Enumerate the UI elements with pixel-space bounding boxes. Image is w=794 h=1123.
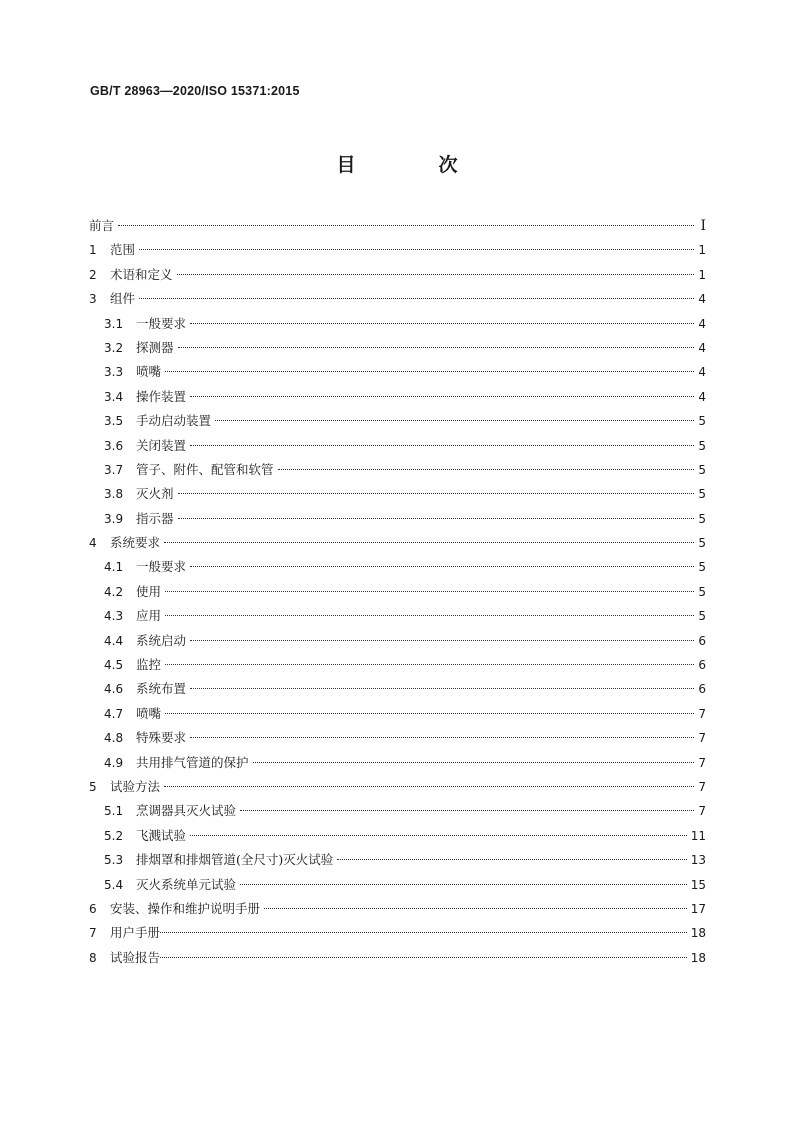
toc-entry[interactable] xyxy=(89,409,706,433)
toc-entry-label: 飞溅试验 xyxy=(136,827,187,843)
toc-entry-page-number: 6 xyxy=(698,658,706,673)
toc-entry[interactable] xyxy=(89,580,706,604)
toc-dot-leader xyxy=(178,347,694,348)
toc-dot-leader xyxy=(264,908,687,909)
toc-entry-number: 4.1 xyxy=(104,560,124,575)
toc-entry-number: 4.7 xyxy=(104,706,124,721)
toc-entry-page-number: 7 xyxy=(698,706,706,721)
toc-entry-page-number: 5 xyxy=(698,414,706,429)
toc-entry[interactable] xyxy=(89,775,706,799)
toc-entry-page-number: I xyxy=(700,218,706,234)
toc-entry[interactable] xyxy=(89,263,706,287)
toc-entry-label: 管子、附件、配管和软管 xyxy=(136,461,274,477)
toc-entry-label: 喷嘴 xyxy=(136,364,162,380)
toc-entry[interactable] xyxy=(89,336,706,360)
toc-dot-leader xyxy=(178,493,694,494)
toc-entry-label: 排烟罩和排烟管道(全尺寸)灭火试验 xyxy=(136,852,334,868)
toc-entry-page-number: 5 xyxy=(698,487,706,502)
toc-entry-page-number: 7 xyxy=(698,804,706,819)
toc-entry-label: 术语和定义 xyxy=(110,266,173,282)
toc-dot-leader xyxy=(165,664,694,665)
toc-entry-number: 5.2 xyxy=(104,828,124,843)
toc-entry[interactable] xyxy=(89,458,706,482)
toc-dot-leader xyxy=(240,884,687,885)
toc-entry-label: 灭火剂 xyxy=(136,486,174,502)
toc-entry[interactable] xyxy=(89,946,706,970)
toc-entry-number: 6 xyxy=(89,901,97,916)
toc-entry-number: 3.7 xyxy=(104,462,124,477)
toc-entry-label: 系统布置 xyxy=(136,681,187,697)
toc-entry-page-number: 7 xyxy=(698,731,706,746)
toc-entry-number: 3.5 xyxy=(104,414,124,429)
toc-entry[interactable] xyxy=(89,385,706,409)
toc-entry[interactable] xyxy=(89,629,706,653)
toc-entry-page-number: 7 xyxy=(698,755,706,770)
toc-entry-page-number: 5 xyxy=(698,462,706,477)
toc-dot-leader xyxy=(278,469,694,470)
toc-entry-page-number: 17 xyxy=(690,901,706,916)
toc-entry-number: 4.8 xyxy=(104,731,124,746)
toc-entry[interactable] xyxy=(89,897,706,921)
toc-entry-number: 4.4 xyxy=(104,633,124,648)
toc-entry-number: 3.6 xyxy=(104,438,124,453)
toc-entry-label: 一般要求 xyxy=(136,315,187,331)
toc-entry[interactable] xyxy=(89,482,706,506)
toc-entry-label: 前言 xyxy=(89,218,115,233)
toc-entry[interactable] xyxy=(89,702,706,726)
toc-entry-number: 3.9 xyxy=(104,511,124,526)
toc-dot-leader xyxy=(215,420,694,421)
toc-entry-number: 3.2 xyxy=(104,340,124,355)
toc-dot-leader xyxy=(165,591,694,592)
toc-entry-page-number: 5 xyxy=(698,560,706,575)
toc-entry-label: 用户手册 xyxy=(110,925,161,941)
toc-entry[interactable] xyxy=(89,360,706,384)
toc-dot-leader xyxy=(337,859,686,860)
toc-entry-label: 系统要求 xyxy=(110,535,161,551)
toc-dot-leader xyxy=(190,737,694,738)
toc-entry-page-number: 6 xyxy=(698,633,706,648)
page-title: 目 次 xyxy=(336,154,490,176)
toc-entry-number: 3.1 xyxy=(104,316,124,331)
toc-dot-leader xyxy=(139,249,694,250)
toc-entry[interactable] xyxy=(89,507,706,531)
toc-entry-page-number: 4 xyxy=(698,365,706,380)
toc-entry-number: 7 xyxy=(89,926,97,941)
toc-entry-label: 共用排气管道的保护 xyxy=(136,754,249,770)
toc-entry-label: 关闭装置 xyxy=(136,437,187,453)
toc-entry-number: 4.9 xyxy=(104,755,124,770)
toc-dot-leader xyxy=(164,786,694,787)
toc-entry-number: 5.1 xyxy=(104,804,124,819)
toc-dot-leader xyxy=(190,445,694,446)
toc-entry-label: 探测器 xyxy=(136,339,174,355)
toc-entry-label: 灭火系统单元试验 xyxy=(136,876,237,892)
toc-entry-page-number: 5 xyxy=(698,609,706,624)
toc-dot-leader xyxy=(118,225,694,226)
toc-entry[interactable] xyxy=(89,824,706,848)
toc-dot-leader xyxy=(165,615,694,616)
toc-dot-leader xyxy=(190,396,694,397)
toc-entry-number: 4.2 xyxy=(104,584,124,599)
toc-dot-leader xyxy=(160,957,687,958)
toc-entry-page-number: 4 xyxy=(698,340,706,355)
toc-entry-label: 特殊要求 xyxy=(136,730,187,746)
toc-entry[interactable] xyxy=(89,214,706,238)
toc-entry-page-number: 1 xyxy=(698,243,706,258)
toc-entry-number: 3 xyxy=(89,292,97,307)
toc-entry-label: 监控 xyxy=(136,657,162,673)
toc-entry-number: 4.3 xyxy=(104,609,124,624)
toc-entry-number: 8 xyxy=(89,950,97,965)
toc-entry-number: 5.3 xyxy=(104,853,124,868)
toc-dot-leader xyxy=(240,810,694,811)
toc-entry-label: 组件 xyxy=(110,291,136,307)
toc-entry-label: 喷嘴 xyxy=(136,705,162,721)
toc-dot-leader xyxy=(160,932,687,933)
toc-dot-leader xyxy=(178,518,694,519)
toc-entry[interactable] xyxy=(89,726,706,750)
toc-entry-number: 2 xyxy=(89,267,97,282)
toc-entry-page-number: 4 xyxy=(698,389,706,404)
toc-entry[interactable] xyxy=(89,751,706,775)
toc-dot-leader xyxy=(165,371,694,372)
toc-entry-label: 手动启动装置 xyxy=(136,413,212,429)
toc-entry-page-number: 6 xyxy=(698,682,706,697)
toc-dot-leader xyxy=(190,566,694,567)
toc-entry-page-number: 5 xyxy=(698,511,706,526)
toc-entry-label: 试验报告 xyxy=(110,949,161,965)
standard-number: GB/T 28963—2020/ISO 15371:2015 xyxy=(90,84,300,98)
toc-entry-page-number: 15 xyxy=(690,877,706,892)
toc-entry-number: 5.4 xyxy=(104,877,124,892)
toc-entry[interactable] xyxy=(89,653,706,677)
toc-dot-leader xyxy=(164,542,694,543)
toc-entry-page-number: 4 xyxy=(698,292,706,307)
toc-entry-number: 4 xyxy=(89,536,97,551)
toc-entry-number: 1 xyxy=(89,243,97,258)
toc-entry[interactable] xyxy=(89,555,706,579)
toc-entry-label: 系统启动 xyxy=(136,632,187,648)
toc-entry-label: 烹调器具灭火试验 xyxy=(136,803,237,819)
toc-entry[interactable] xyxy=(89,531,706,555)
toc-dot-leader xyxy=(165,713,694,714)
toc-entry-number: 3.3 xyxy=(104,365,124,380)
toc-entry-number: 5 xyxy=(89,779,97,794)
toc-entry[interactable] xyxy=(89,287,706,311)
toc-entry-number: 4.5 xyxy=(104,658,124,673)
toc-entry-page-number: 18 xyxy=(690,926,706,941)
toc-entry-number: 4.6 xyxy=(104,682,124,697)
toc-entry-label: 范围 xyxy=(110,242,136,258)
toc-entry-page-number: 18 xyxy=(690,950,706,965)
toc-entry[interactable] xyxy=(89,873,706,897)
toc-entry-page-number: 4 xyxy=(698,316,706,331)
toc-entry-label: 应用 xyxy=(136,608,162,624)
toc-entry[interactable] xyxy=(89,848,706,872)
toc-dot-leader xyxy=(190,835,687,836)
toc-dot-leader xyxy=(190,640,694,641)
toc-entry-page-number: 5 xyxy=(698,584,706,599)
toc-entry-number: 3.4 xyxy=(104,389,124,404)
toc-dot-leader xyxy=(253,762,694,763)
table-of-contents xyxy=(89,214,706,970)
toc-entry-page-number: 5 xyxy=(698,536,706,551)
toc-entry-label: 安装、操作和维护说明手册 xyxy=(110,900,261,916)
toc-entry-label: 一般要求 xyxy=(136,559,187,575)
toc-entry[interactable] xyxy=(89,677,706,701)
toc-entry-label: 试验方法 xyxy=(110,778,161,794)
toc-entry-label: 指示器 xyxy=(136,510,174,526)
toc-entry[interactable] xyxy=(89,434,706,458)
toc-entry-label: 操作装置 xyxy=(136,388,187,404)
toc-entry-page-number: 5 xyxy=(698,438,706,453)
toc-entry[interactable] xyxy=(89,799,706,823)
toc-entry[interactable] xyxy=(89,604,706,628)
toc-entry[interactable] xyxy=(89,921,706,945)
toc-entry-page-number: 1 xyxy=(698,267,706,282)
toc-entry-page-number: 7 xyxy=(698,779,706,794)
toc-dot-leader xyxy=(190,323,694,324)
toc-entry-page-number: 11 xyxy=(690,828,706,843)
toc-entry-number: 3.8 xyxy=(104,487,124,502)
toc-dot-leader xyxy=(190,688,694,689)
toc-entry[interactable] xyxy=(89,238,706,262)
toc-dot-leader xyxy=(177,274,694,275)
toc-entry-page-number: 13 xyxy=(690,853,706,868)
toc-entry-label: 使用 xyxy=(136,583,162,599)
toc-entry[interactable] xyxy=(89,312,706,336)
toc-dot-leader xyxy=(139,298,694,299)
